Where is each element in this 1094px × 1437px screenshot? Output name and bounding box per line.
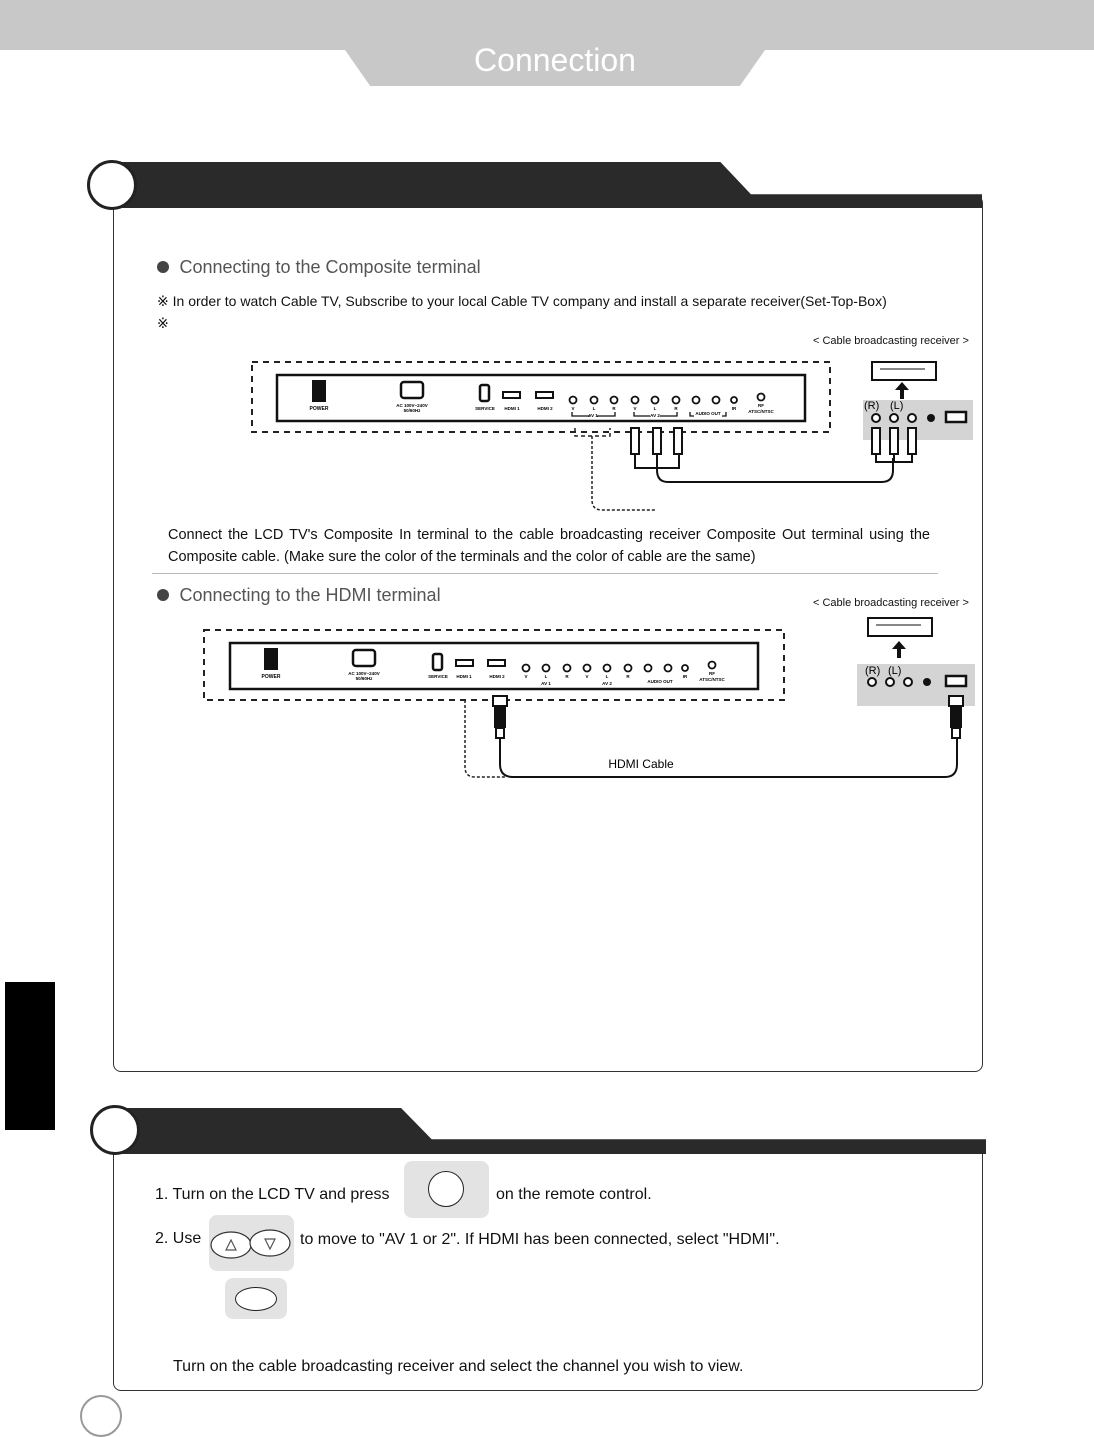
av2-label: AV 2 bbox=[650, 413, 660, 418]
power-switch-icon bbox=[312, 380, 326, 402]
step1-text-b: on the remote control. bbox=[496, 1186, 652, 1203]
av1-r-label: R bbox=[565, 674, 569, 679]
receiver-l-jack-icon bbox=[890, 414, 898, 422]
receiver-l-label: (L) bbox=[890, 400, 904, 412]
hdmi-heading-row bbox=[157, 585, 441, 606]
av2-label: AV 2 bbox=[602, 681, 612, 686]
set-top-box-icon bbox=[872, 362, 936, 380]
audio-out-l-jack-icon bbox=[693, 397, 700, 404]
page-number-circle bbox=[80, 1395, 122, 1437]
final-step-text: Turn on the cable broadcasting receiver and select the channel you wish to view. bbox=[173, 1358, 744, 1375]
ac-label: AC 100V~240V bbox=[348, 671, 380, 676]
note-mark-2: ※ bbox=[157, 315, 169, 331]
down-button-icon bbox=[250, 1230, 290, 1256]
cable-tv-note bbox=[157, 293, 887, 310]
hdmi-plug-tv-icon bbox=[493, 696, 507, 706]
av2-r-jack-icon bbox=[673, 397, 680, 404]
av2-v-label: V bbox=[585, 674, 589, 679]
receiver-svideo-icon bbox=[923, 678, 931, 686]
receiver-r-label: (R) bbox=[864, 400, 880, 412]
receiver-label-hdmi: < Cable broadcasting receiver > bbox=[813, 597, 969, 609]
av2-v-label: V bbox=[633, 406, 637, 411]
atsc-label: ATSC/NTSC bbox=[699, 677, 725, 682]
av1-r-jack-icon bbox=[611, 397, 618, 404]
receiver-v-jack-icon bbox=[908, 414, 916, 422]
av1-l-jack-icon bbox=[591, 397, 598, 404]
hdmi-plug-receiver-icon bbox=[949, 696, 963, 706]
power-switch-icon bbox=[264, 648, 278, 670]
hdmi2-port-icon bbox=[488, 660, 505, 666]
arrow-up-icon bbox=[895, 382, 909, 399]
bullet-icon bbox=[157, 589, 169, 601]
remote-round-button-icon bbox=[428, 1171, 464, 1207]
av2-r-label: R bbox=[626, 674, 630, 679]
power-label: POWER bbox=[309, 406, 329, 412]
ac-socket-icon bbox=[401, 382, 423, 398]
enter-button-box bbox=[225, 1278, 287, 1319]
receiver-r-jack-icon bbox=[872, 414, 880, 422]
ac-socket-icon bbox=[353, 650, 375, 666]
hdmi-plug-tv-body-icon bbox=[494, 706, 506, 728]
ir-jack-icon bbox=[731, 397, 737, 403]
receiver-l-label: (L) bbox=[888, 665, 902, 677]
av2-r-label: R bbox=[674, 406, 678, 411]
receiver-hdmi-port-icon bbox=[946, 412, 966, 422]
av1-label: AV 1 bbox=[588, 413, 598, 418]
power-label: POWER bbox=[261, 674, 281, 680]
hdmi1-port-icon bbox=[456, 660, 473, 666]
section2-header-bar bbox=[113, 1108, 986, 1154]
av1-v-jack-icon bbox=[570, 397, 577, 404]
hdmi1-label: HDMI 1 bbox=[504, 406, 520, 411]
hdmi-diagram bbox=[200, 612, 980, 787]
receiver-label-composite: < Cable broadcasting receiver > bbox=[813, 335, 969, 347]
enter-button-icon bbox=[235, 1287, 277, 1311]
audio-l-plug-icon bbox=[653, 428, 661, 454]
composite-heading-row bbox=[157, 257, 481, 278]
composite-heading: Connecting to the Composite terminal bbox=[179, 257, 481, 277]
section1-header-bar bbox=[110, 162, 982, 208]
bullet-icon bbox=[157, 261, 169, 273]
composite-diagram bbox=[250, 352, 980, 517]
section1-number-circle bbox=[87, 160, 137, 210]
ir-label: IR bbox=[682, 674, 688, 679]
av1-v-label: V bbox=[571, 406, 575, 411]
rf-label: RF bbox=[758, 403, 764, 408]
hz-label: 50/60Hz bbox=[355, 676, 373, 681]
audio-r-plug-icon bbox=[674, 428, 682, 454]
service-label: SERVICE bbox=[428, 674, 448, 679]
up-button-icon bbox=[211, 1232, 251, 1258]
service-port-icon bbox=[433, 654, 442, 670]
remote-button-box bbox=[404, 1161, 489, 1218]
receiver-svideo-icon bbox=[927, 414, 935, 422]
service-label: SERVICE bbox=[475, 406, 495, 411]
hz-label: 50/60Hz bbox=[403, 408, 421, 413]
av2-l-label: L bbox=[605, 674, 609, 679]
hdmi1-port-icon bbox=[503, 392, 520, 398]
audio-out-r-jack-icon bbox=[713, 397, 720, 404]
hdmi2-port-icon bbox=[536, 392, 553, 398]
audio-out-label: AUDIO OUT bbox=[695, 411, 721, 416]
ir-label: IR bbox=[731, 406, 737, 411]
av2-l-label: L bbox=[653, 406, 657, 411]
ac-label: AC 100V~240V bbox=[396, 403, 428, 408]
av2-v-jack-icon bbox=[632, 397, 639, 404]
hdmi1-label: HDMI 1 bbox=[456, 674, 472, 679]
composite-instruction: Connect the LCD TV's Composite In terminal to the cable broadcasting receiver Composite Out terminal using the Composite cable. (Make sure the color of the terminals and the color of cable are the same) bbox=[168, 527, 930, 565]
receiver-r-label: (R) bbox=[865, 665, 881, 677]
arrow-buttons-box bbox=[209, 1215, 294, 1271]
atsc-label: ATSC/NTSC bbox=[748, 409, 774, 414]
hdmi-heading: Connecting to the HDMI terminal bbox=[179, 585, 441, 605]
hdmi2-label: HDMI 2 bbox=[489, 674, 505, 679]
av1-r-label: R bbox=[612, 406, 616, 411]
rf-label: RF bbox=[709, 671, 715, 676]
section-divider bbox=[152, 573, 938, 574]
av2-l-jack-icon bbox=[652, 397, 659, 404]
hdmi2-label: HDMI 2 bbox=[537, 406, 553, 411]
av1-label: AV 1 bbox=[541, 681, 551, 686]
note-text: In order to watch Cable TV, Subscribe to your local Cable TV company and install a separate receiver(Set-Top-Box) bbox=[172, 293, 887, 309]
av1-l-label: L bbox=[544, 674, 548, 679]
av1-v-label: V bbox=[524, 674, 528, 679]
step1-text-a: 1. Turn on the LCD TV and press bbox=[155, 1186, 390, 1203]
service-port-icon bbox=[480, 385, 489, 401]
av1-l-label: L bbox=[592, 406, 596, 411]
step2-text-b: to move to "AV 1 or 2". If HDMI has been connected, select "HDMI". bbox=[300, 1231, 780, 1248]
side-chapter-tab bbox=[5, 982, 55, 1130]
page-title: Connection bbox=[474, 42, 636, 78]
receiver-hdmi-port-icon bbox=[946, 676, 966, 686]
audio-out-label: AUDIO OUT bbox=[647, 679, 673, 684]
arrow-up-icon bbox=[892, 641, 906, 658]
note-mark: ※ bbox=[157, 293, 169, 309]
step2-text-a: 2. Use bbox=[155, 1230, 202, 1247]
rf-jack-icon bbox=[758, 394, 765, 401]
section2-number-circle bbox=[90, 1105, 140, 1155]
hdmi-cable-label: HDMI Cable bbox=[608, 757, 674, 771]
video-plug-icon bbox=[631, 428, 639, 454]
set-top-box-icon bbox=[868, 618, 932, 636]
